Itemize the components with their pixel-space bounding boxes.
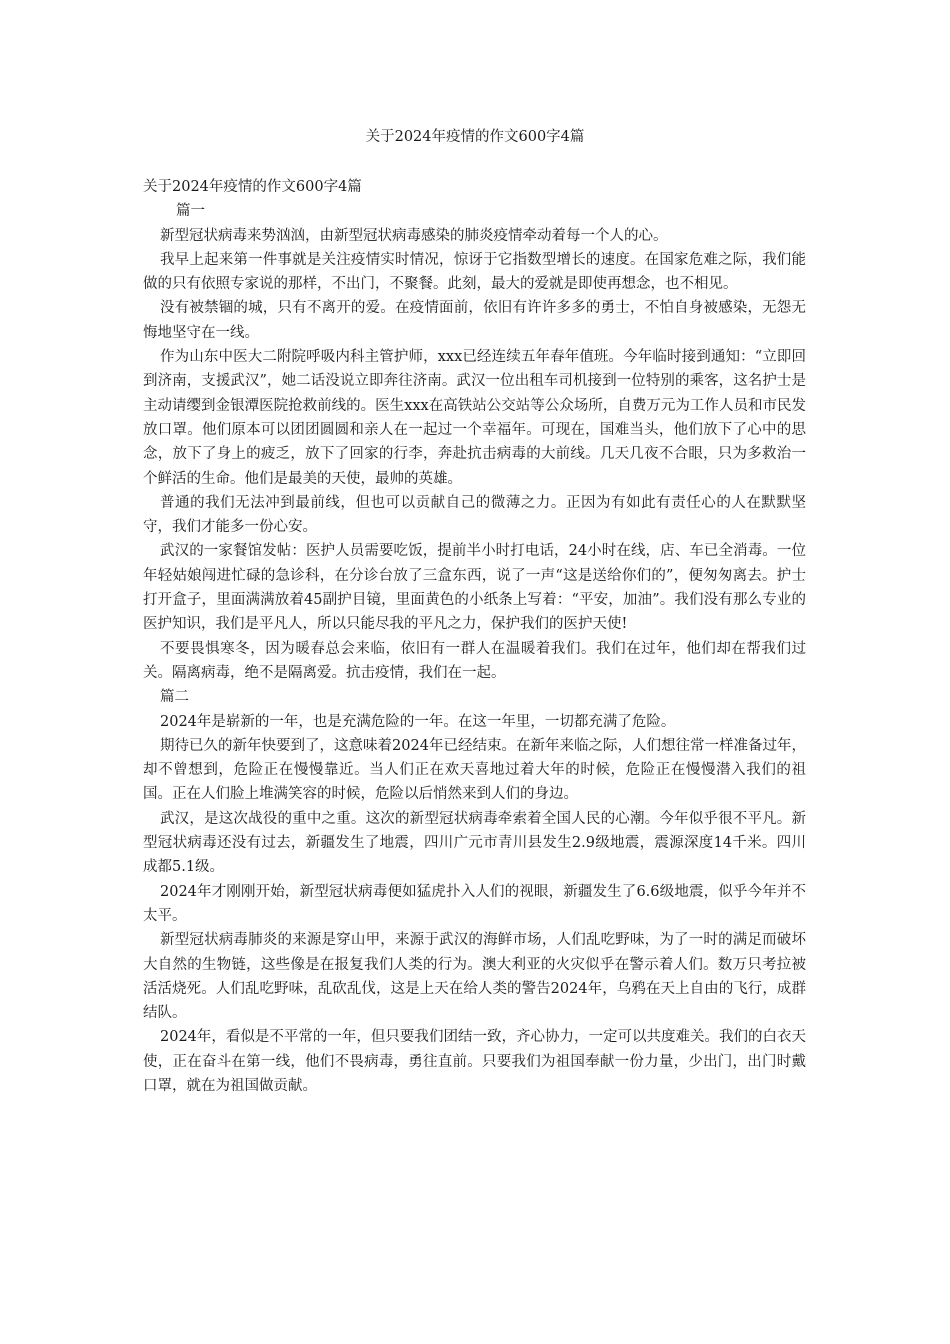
paragraph: 期待已久的新年快要到了，这意味着2024年已经结束。在新年来临之际，人们想往常一样准备过年，却不曾想到，危险正在慢慢靠近。当人们正在欢天喜地过着大年的时候，危险正在慢慢潜入我们的祖国。正在人们脸上堆满笑容的时候，危险以后悄然来到人们的身边。	[143, 737, 806, 803]
paragraph: 我早上起来第一件事就是关注疫情实时情况，惊讶于它指数型增长的速度。在国家危难之际，我们能做的只有依照专家说的那样，不出门，不聚餐。此刻，最大的爱就是即使再想念，也不相见。	[143, 251, 806, 293]
section-label-2: 篇二	[160, 689, 189, 706]
paragraph: 2024年，看似是不平常的一年，但只要我们团结一致，齐心协力，一定可以共度难关。我们的白衣天使，正在奋斗在第一线，他们不畏病毒，勇往直前。只要我们为祖国奉献一份力量，少出门，出门时戴口罩，就在为祖国做贡献。	[143, 1029, 806, 1094]
paragraph: 新型冠状病毒来势汹汹，由新型冠状病毒感染的肺炎疫情牵动着每一个人的心。	[160, 227, 668, 244]
paragraph: 武汉的一家餐馆发帖：医护人员需要吃饭，提前半小时打电话，24小时在线，店、车已全消毒。一位年轻姑娘闯进忙碌的急诊科，在分诊台放了三盒东西，说了一声“这是送给你们的”，便匆匆离去。护士打开盒子，里面满满放着45副护目镜，里面黄色的小纸条上写着：“平安，加油”。我们没有那么专业的医护知识，我们是平凡人，所以只能尽我的平凡之力，保护我们的医护天使!	[143, 543, 806, 633]
paragraph: 武汉，是这次战役的重中之重。这次的新型冠状病毒牵索着全国人民的心潮。今年似乎很不平凡。新型冠状病毒还没有过去，新疆发生了地震，四川广元市青川县发生2.9级地震，震源深度14千米。四川成都5.1级。	[143, 810, 806, 876]
paragraph: 没有被禁锢的城，只有不离开的爱。在疫情面前，依旧有许许多多的勇士，不怕自身被感染，无怨无悔地坚守在一线。	[143, 300, 806, 341]
document-heading: 关于2024年疫情的作文600字4篇	[143, 179, 362, 195]
paragraph: 普通的我们无法冲到最前线，但也可以贡献自己的微薄之力。正因为有如此有责任心的人在默默坚守，我们才能多一份心安。	[143, 494, 806, 536]
paragraph: 作为山东中医大二附院呼吸内科主管护师，xxx已经连续五年春年值班。今年临时接到通知：“立即回到济南，支援武汉”，她二话没说立即奔往济南。武汉一位出租车司机接到一位特别的乘客，这名护士是主动请缨到金银潭医院抢救前线的。医生xxx在高铁站公交站等公众场所，自费万元为工作人员和市民发放口罩。他们原本可以团团圆圆和亲人在一起过一个幸福年。可现在，国难当头，他们放下了心中的思念，放下了身上的疲乏，放下了回家的行李，奔赴抗击病毒的大前线。几天几夜不合眼，只为多救治一个鲜活的生命。他们是最美的天使，最帅的英雄。	[143, 349, 806, 487]
document-body	[143, 175, 806, 1098]
paragraph: 2024年是崭新的一年，也是充满危险的一年。在这一年里，一切都充满了危险。	[160, 713, 676, 730]
section-label-1: 篇一	[176, 203, 205, 220]
paragraph: 新型冠状病毒肺炎的来源是穿山甲，来源于武汉的海鲜市场，人们乱吃野味，为了一时的满足而破坏大自然的生物链，这些像是在报复我们人类的行为。澳大利亚的火灾似乎在警示着人们。数万只考拉被活活烧死。人们乱吃野味，乱砍乱伐，这是上天在给人类的警告2024年，乌鸦在天上自由的飞行，成群结队。	[143, 932, 806, 1022]
paragraph: 不要畏惧寒冬，因为暖春总会来临，依旧有一群人在温暖着我们。我们在过年，他们却在帮我们过关。隔离病毒，绝不是隔离爱。抗击疫情，我们在一起。	[143, 640, 806, 681]
paragraph: 2024年才刚刚开始，新型冠状病毒便如猛虎扑入人们的视眼，新疆发生了6.6级地震，似乎今年并不太平。	[143, 883, 806, 924]
page-title: 关于2024年疫情的作文600字4篇	[365, 129, 585, 145]
